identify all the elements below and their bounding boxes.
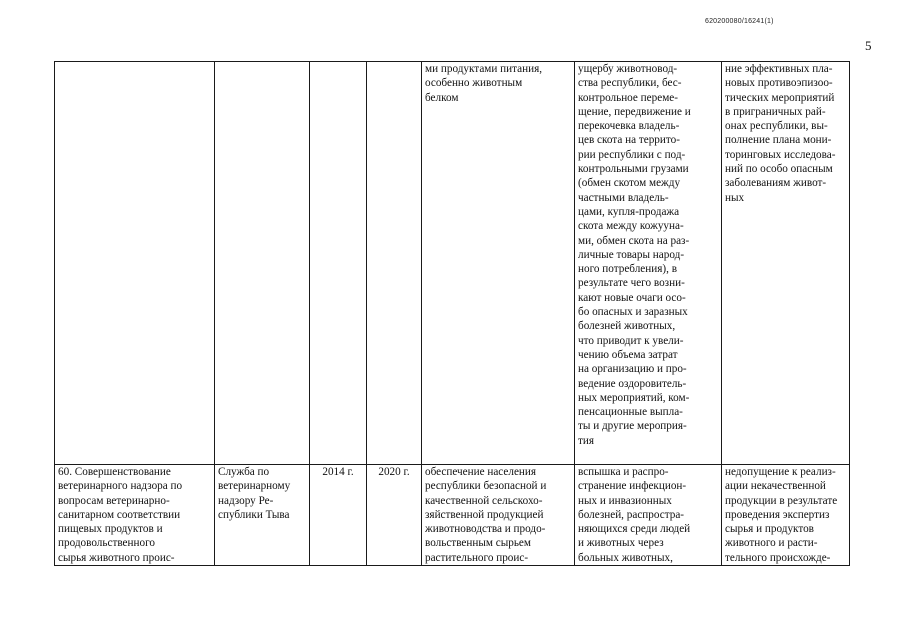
- cell-end-year: 2020 г.: [367, 465, 422, 566]
- cell-executor: Служба по ветеринарному надзору Ре- спублики Тыва: [215, 465, 310, 566]
- cell-measure: [55, 62, 215, 465]
- page-number: 5: [865, 38, 872, 53]
- cell-related-measures: ние эффективных пла- новых противоэпизоо- тических мероприятий в приграничных рай- онах республики, вы- полнение плана мони- торинговых исследова- ний по особо опасным заболеваниям живот- ных: [722, 62, 850, 465]
- cell-related-measures: недопущение к реализ- ации некачественной продукции в результате проведения экспертиз сырья и продуктов животного и расти- тельного происхожде-: [722, 465, 850, 566]
- measures-table: [54, 61, 850, 566]
- cell-end-year: [367, 62, 422, 465]
- table-row: [55, 465, 850, 566]
- cell-consequences: вспышка и распро- странение инфекцион- ных и инвазионных болезней, распростра- няющихся среди людей и животных через больных животных,: [575, 465, 722, 566]
- document-id: 620200080/16241(1): [705, 18, 774, 25]
- cell-start-year: 2014 г.: [310, 465, 367, 566]
- cell-executor: [215, 62, 310, 465]
- table-row: [55, 62, 850, 465]
- cell-start-year: [310, 62, 367, 465]
- cell-measure: 60. Совершенствование ветеринарного надзора по вопросам ветеринарно- санитарном соответствии пищевых продуктов и продовольственного сырья животного проис-: [55, 465, 215, 566]
- cell-consequences: ущербу животновод- ства республики, бес- контрольное переме- щение, передвижение и перекочевка владель- цев скота на террито- рии республики с под- контрольными грузами (обмен скотом между частными владель- цами, купля-продажа скота между кожууна- ми, обмен скота на раз- личные товары народ- ного потребления), в результате чего возни- кают новые очаги осо- бо опасных и заразных болезней животных, что приводит к увели- чению объема затрат на организацию и про- ведение оздоровитель- ных мероприятий, ком- пенсационные выпла- ты и другие мероприя- тия: [575, 62, 722, 465]
- cell-expected-result: обеспечение населения республики безопасной и качественной сельскохо- зяйственной продукцией животноводства и продо- вольственным сырьем растительного проис-: [422, 465, 575, 566]
- cell-expected-result: ми продуктами питания, особенно животным белком: [422, 62, 575, 465]
